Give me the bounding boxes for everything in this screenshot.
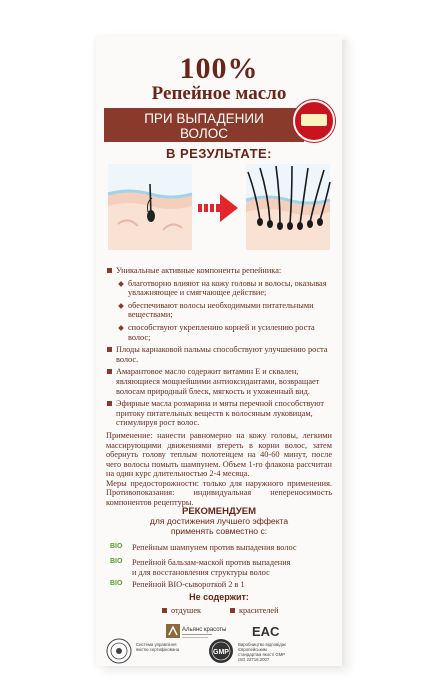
headline-product-name: Репейное масло bbox=[151, 83, 287, 104]
list-item: Уникальные активные компоненты репейника: bbox=[106, 266, 332, 276]
gmp-line: ISO 22716:2007 bbox=[238, 657, 270, 662]
banner-line-1: ПРИ ВЫПАДЕНИИ bbox=[144, 111, 264, 126]
recommend-block bbox=[96, 506, 342, 536]
list-subitem: способствуют укреплению корней и усилению роста волос; bbox=[106, 323, 332, 342]
quality-system-line: якістю сертифікована bbox=[136, 647, 180, 652]
bio-leaf-icon: BIO bbox=[110, 558, 123, 565]
list-item: Плоды карнаковой пальмы способствуют улучшению роста волос. bbox=[106, 345, 332, 364]
precautions-paragraph: Меры предосторожности: только для наружного применения. Противопоказания: индивидуальная непереносимость компонентов рецептуры. bbox=[106, 478, 332, 508]
recommend-item-text: Репейной BIO-сывороткой 2 в 1 bbox=[132, 580, 245, 589]
not-contains-title: Не содержит: bbox=[189, 592, 249, 602]
quality-system-text bbox=[136, 642, 179, 652]
headline-percent: 100% bbox=[179, 52, 259, 85]
product-box-back bbox=[96, 36, 342, 666]
gmp-text bbox=[238, 642, 286, 662]
hair-before-illustration bbox=[108, 164, 192, 250]
gmp-logo bbox=[208, 638, 234, 669]
list-subitem: обеспечивают волосы необходимыми питательными веществами; bbox=[106, 301, 332, 320]
arrow-right-icon bbox=[198, 190, 238, 226]
gmp-label: GMP bbox=[213, 649, 229, 656]
gmp-line: стандартам якості GMP bbox=[238, 652, 286, 657]
bio-leaf-icon: BIO bbox=[110, 543, 123, 550]
banner-line-2: ВОЛОС bbox=[179, 126, 228, 141]
gmp-line: Європейським bbox=[238, 647, 267, 652]
recommend-item-line: и для восстановления структуры волос bbox=[132, 567, 270, 577]
not-contains-item: красителей bbox=[230, 606, 279, 615]
list-item: Амарантовое масло содержит витамин Е и сквален, являющиеся мощнейшими антиоксидантами, возвращает волосам природный блеск, мягкость и ухоженный вид. bbox=[106, 367, 332, 396]
box-side-edge bbox=[342, 40, 348, 664]
result-title: В РЕЗУЛЬТАТЕ: bbox=[165, 146, 273, 161]
recommend-title: РЕКОМЕНДУЕМ bbox=[181, 506, 256, 517]
eac-mark: EAC bbox=[252, 624, 280, 639]
recommend-line-1: для достижения лучшего эффекта bbox=[149, 516, 289, 526]
hair-loss-banner bbox=[104, 108, 304, 142]
quality-seal-icon bbox=[293, 100, 335, 142]
recommend-item-text bbox=[132, 558, 290, 577]
recommend-line-2: применять совместно с: bbox=[170, 525, 268, 536]
not-contains-item: отдушек bbox=[162, 606, 201, 615]
alliance-logo-text: Альянс красоты bbox=[182, 627, 227, 633]
hair-after-illustration bbox=[246, 164, 330, 250]
list-item: Эфирные масла розмарина и мяты перечной способствуют притоку питательных веществ к волосяным луковицам, стимулируя рост волос. bbox=[106, 399, 332, 428]
bio-leaf-icon: BIO bbox=[110, 580, 123, 587]
recommend-item-line: Репейной бальзам-маской против выпадения bbox=[132, 558, 291, 567]
recommend-item-text: Репейным шампунем против выпадения волос bbox=[132, 543, 297, 552]
list-subitem: благотворно влияют на кожу головы и волосы, оказывая увлажняющее и смягчающее действие; bbox=[106, 279, 332, 298]
quality-system-line: Система управління bbox=[136, 642, 177, 647]
usage-paragraph: Применение: нанести равномерно на кожу головы, легкими массирующими движениями втереть в корни волос, затем обернуть голову теплым полотенцем на 40-60 минут, после чего волосы помыть шампунем. Объем 1-го флакона рассчитан на один курс длительностью 2-4 месяца. bbox=[106, 430, 332, 479]
seal-ribbon bbox=[301, 114, 327, 126]
quality-system-logo bbox=[106, 638, 132, 669]
gmp-line: Виробництво відповідає bbox=[238, 642, 287, 647]
description-list bbox=[106, 266, 332, 508]
